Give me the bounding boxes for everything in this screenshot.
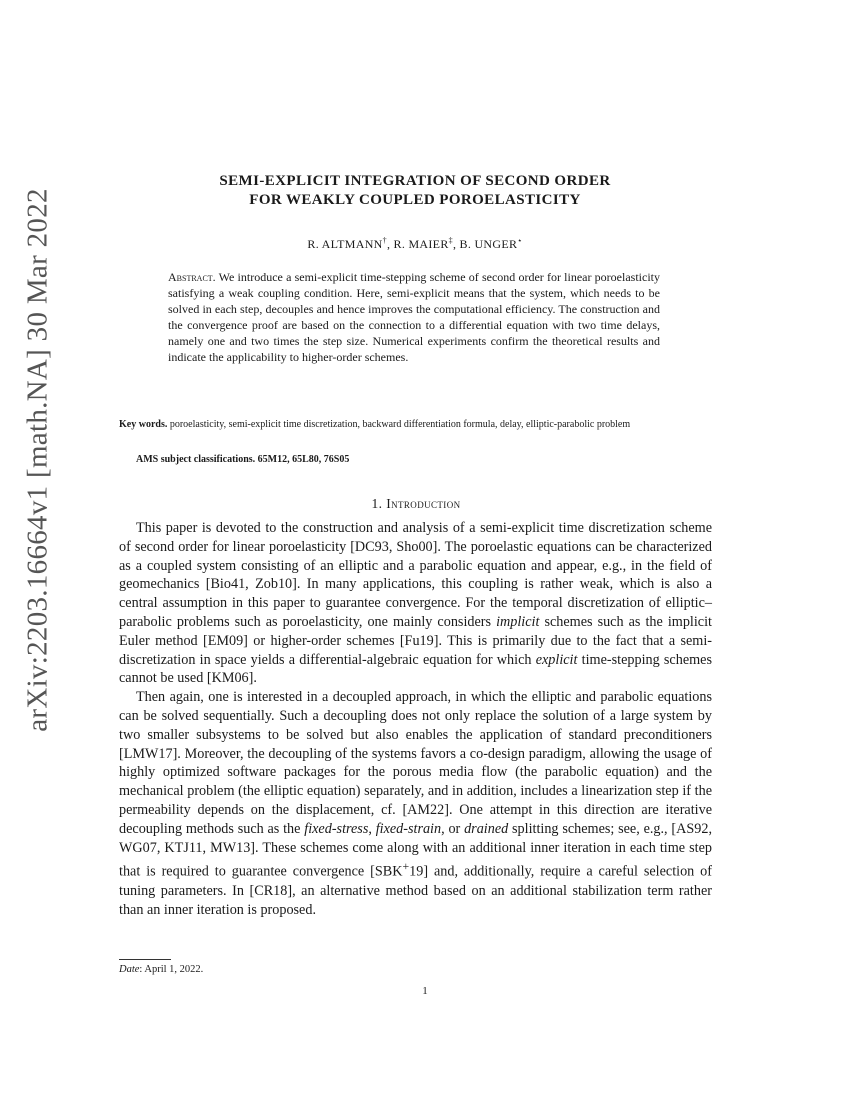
text-run: Then again, one is interested in a decoupled approach, in which the elliptic and parabolic equations can be solved sequentially. Such a decoupling does not only replace the solution of a large system by two smaller subsystems to be solved but also enables the application of standard preconditioners [LMW17]. Moreover, the decoupling of the systems favors a co-design paradigm, allowing the usage of highly optimized software packages for the porous media flow (the parabolic equation) and the mechanical problem (the elliptic equation) separately, and in addition, includes a linearization step if the permeability depends on the displacement, cf. [AM22]. One attempt in this direction are iterative decoupling methods such as the [119,689,712,837]
keywords-text: poroelasticity, semi-explicit time discretization, backward differentiation formula, delay, elliptic-parabolic problem [169,419,631,430]
emphasis: fixed-strain [375,820,442,837]
superscript: + [402,859,410,874]
text-run: splitting schemes; see, e.g., [AS92, WG07, KTJ11, MW13]. These schemes come along with an additional inner iteration in each time step that is required to guarantee convergence [SBK [119,820,712,881]
author-3: B. UNGER [459,237,518,251]
text-run: , [368,820,376,837]
author-separator: , [386,237,394,251]
ams-classifications: AMS subject classifications. 65M12, 65L80, 76S05 [136,454,350,465]
arxiv-identifier [18,188,58,732]
date-text: : April 1, 2022. [139,964,204,975]
date-footnote [119,964,203,975]
author-2: R. MAIER [393,237,449,251]
keywords [119,417,711,433]
arxiv-identifier-text: arXiv:2203.16664v1 [math.NA] 30 Mar 2022 [21,188,54,732]
title-line-1: SEMI-EXPLICIT INTEGRATION OF SECOND ORDER [219,173,611,189]
text-run: 19] and, additionally, require a careful selection of tuning parameters. In [CR18], an alternative method based on an additional stabilization term rather than an inner iteration is proposed. [119,864,712,918]
author-1: R. ALTMANN [307,237,383,251]
keywords-label: Key words. [119,419,168,430]
section-heading: 1. Introduction [371,496,461,511]
abstract-label: Abstract. [168,270,216,284]
author-separator: , [452,237,460,251]
author-list [120,236,710,252]
text-run: This paper is devoted to the construction and analysis of a semi-explicit time discretization scheme of second order for linear poroelasticity [DC93, Sho00]. The poroelastic equations can be characterized as a coupled system consisting of an elliptic and a parabolic equation and appear, e.g., in the field of geomechanics [Bio41, Zob10]. In many applications, this coupling is rather weak, which is also a central assumption in this paper to guarantee convergence. For the temporal discretization of elliptic–parabolic problems such as poroelasticity, one mainly considers [119,520,712,630]
paragraph-2 [119,688,712,919]
page-number: 1 [422,985,428,997]
abstract [168,269,660,365]
footnote-rule [119,959,171,960]
paragraph-1 [119,519,712,688]
emphasis: implicit [496,613,540,630]
text-run: time-stepping schemes cannot be used [KM06]. [119,651,712,687]
author-2-mark: ‡ [448,236,453,245]
text-run: schemes such as the implicit Euler method [EM09] or higher-order schemes [Fu19]. This is primarily due to the fact that a semi-discretization in space yields a differential-algebraic equation for which [119,613,712,668]
author-3-mark: ⋆ [517,236,523,245]
emphasis: explicit [535,651,578,668]
emphasis: drained [464,820,509,837]
introduction-body [119,519,712,919]
title-line-2: FOR WEAKLY COUPLED POROELASTICITY [249,192,581,208]
author-1-mark: † [382,236,387,245]
text-run: , or [441,820,465,837]
abstract-text: We introduce a semi-explicit time-stepping scheme of second order for linear poroelasticity satisfying a weak coupling condition. Here, semi-explicit means that the system, which needs to be solved in each step, decouples and hence improves the computational efficiency. The construction and the convergence proof are based on the connection to a differential equation with two time delays, namely one and two times the step size. Numerical experiments confirm the theoretical results and indicate the applicability to higher-order schemes. [168,270,660,364]
date-label: Date [119,964,140,975]
paper-title [120,172,710,210]
emphasis: fixed-stress [304,820,369,837]
